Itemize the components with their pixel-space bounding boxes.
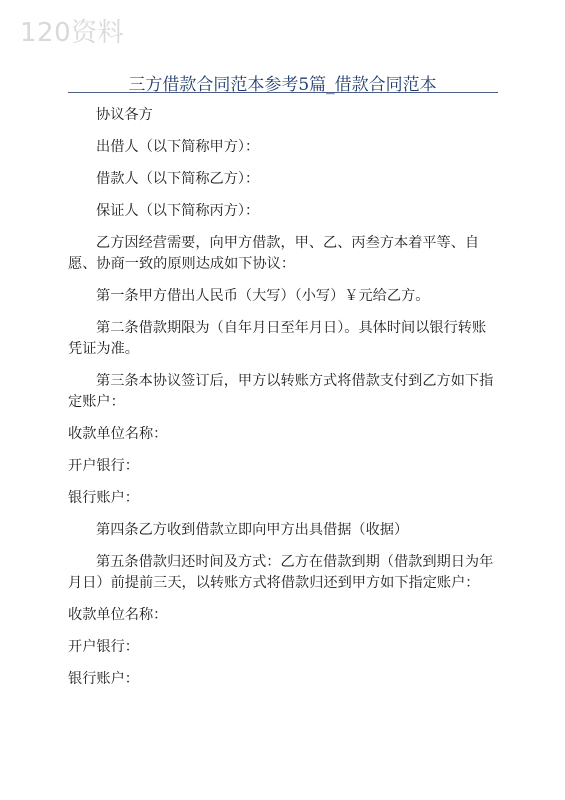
field-payee-name-2: 收款单位名称：	[68, 607, 168, 623]
field-bank-2: 开户银行：	[68, 639, 139, 655]
document-body	[68, 105, 498, 701]
watermark-logo: 120资料	[20, 18, 125, 48]
field-payee-name: 收款单位名称：	[68, 426, 168, 442]
document-title: 三方借款合同范本参考5篇_借款合同范本	[128, 75, 437, 95]
paragraph-article-5: 第五条借款归还时间及方式：乙方在借款到期（借款到期日为年月日）前提前三天，以转账方式将借款归还到甲方如下指定账户：	[68, 554, 494, 591]
field-bank: 开户银行：	[68, 458, 139, 474]
field-account-2: 银行账户：	[68, 671, 139, 687]
title-underline	[68, 92, 498, 93]
paragraph-parties: 协议各方	[96, 107, 153, 123]
paragraph-guarantor: 保证人（以下简称丙方）：	[96, 203, 260, 219]
paragraph-article-4: 第四条乙方收到借款立即向甲方出具借据（收据）	[96, 522, 409, 538]
paragraph-article-1: 第一条甲方借出人民币（大写）（小写）￥元给乙方。	[96, 288, 430, 304]
paragraph-article-2: 第二条借款期限为（自年月日至年月日）。具体时间以银行转账凭证为准。	[68, 320, 487, 357]
paragraph-preamble: 乙方因经营需要，向甲方借款，甲、乙、丙叁方本着平等、自愿、协商一致的原则达成如下协议：	[68, 235, 480, 272]
field-account: 银行账户：	[68, 490, 139, 506]
paragraph-article-3: 第三条本协议签订后，甲方以转账方式将借款支付到乙方如下指定账户：	[68, 373, 494, 410]
paragraph-borrower: 借款人（以下简称乙方）：	[96, 171, 260, 187]
paragraph-lender: 出借人（以下简称甲方）：	[96, 139, 260, 155]
